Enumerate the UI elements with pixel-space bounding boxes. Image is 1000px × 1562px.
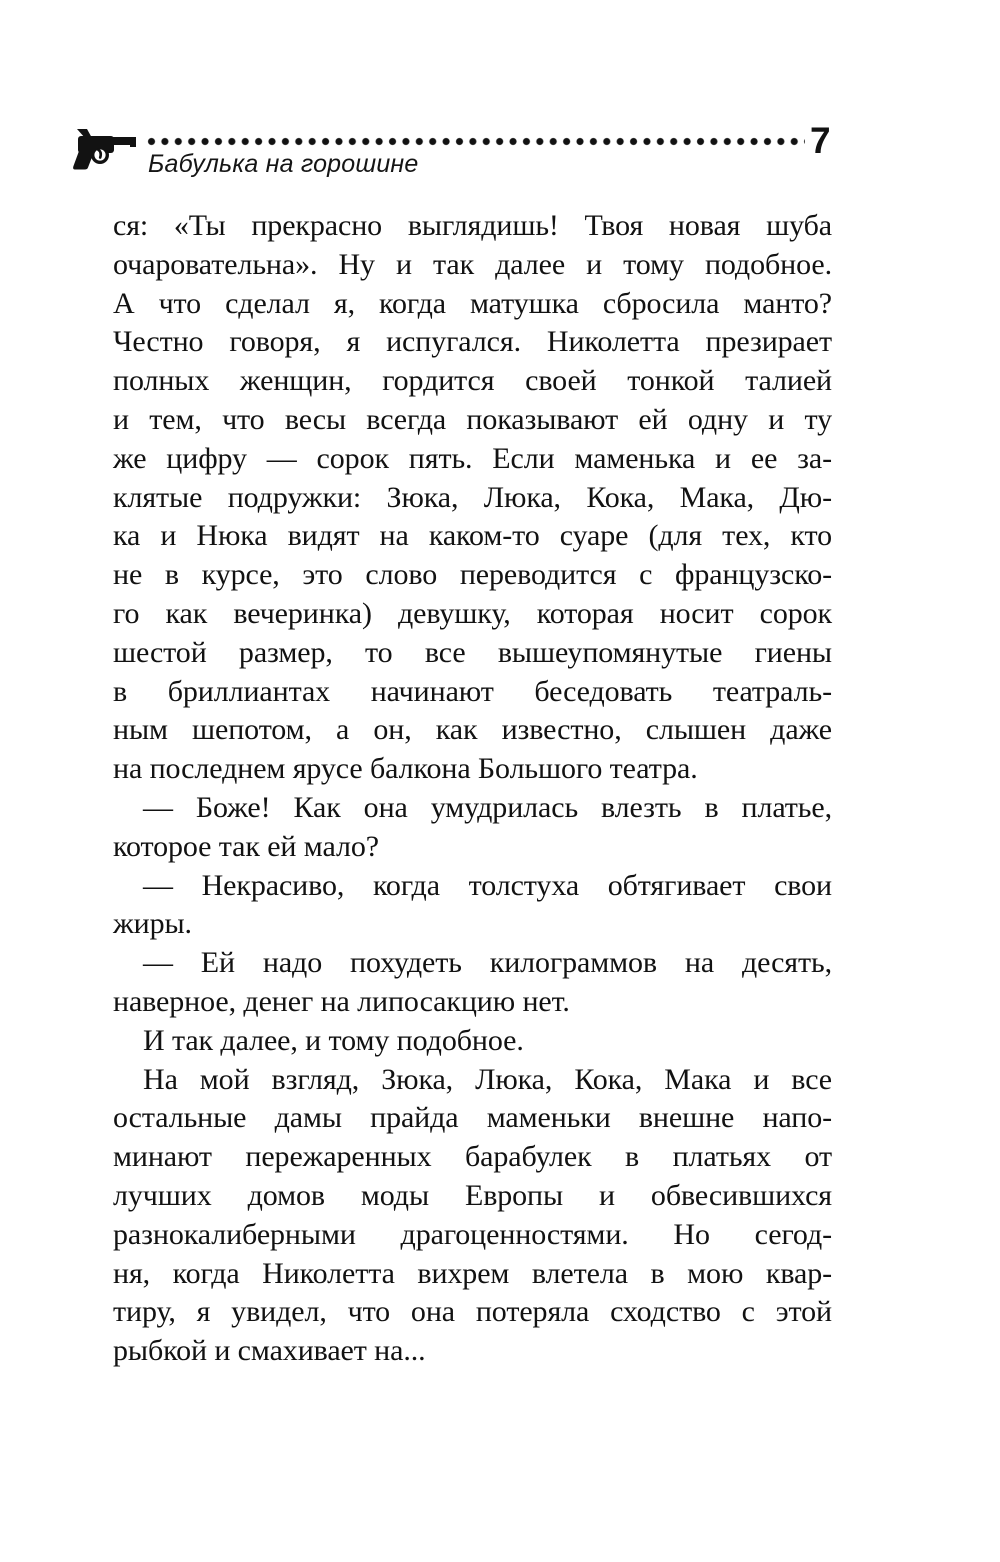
text-line: На мой взгляд, Зюка, Люка, Кока, Мака и все [143,1062,832,1096]
text-line: минают пережаренных барабулек в платьях от [113,1140,832,1174]
text-line: ным шепотом, а он, как известно, слышен даже [113,713,832,747]
text-line: ня, когда Николетта вихрем влетела в мою квар- [113,1256,832,1290]
text-line: А что сделал я, когда матушка сбросила манто? [113,286,832,320]
page-header [0,0,1000,200]
text-line: рыбкой и смахивает на... [113,1334,426,1368]
text-line: шестой размер, то все вышеупомянутые гиены [113,635,832,669]
text-line: ка и Нюка видят на каком-то суаре (для тех, кто [113,519,832,553]
dotted-leader-line [147,137,805,147]
body-text [113,207,832,1371]
text-line: очаровательна». Ну и так далее и тому подобное. [113,247,832,281]
text-line: клятые подружки: Зюка, Люка, Кока, Мака, Дю- [113,480,832,514]
text-line: которое так ей мало? [113,829,379,863]
text-line: в бриллиантах начинают беседовать театраль- [113,674,832,708]
text-line: на последнем ярусе балкона Большого театра. [113,752,698,786]
text-line: И так далее, и тому подобное. [143,1023,524,1057]
text-line: тиру, я увидел, что она потеряла сходство с этой [113,1295,832,1329]
text-line: и тем, что весы всегда показывают ей одну и ту [113,402,832,436]
page-number: 7 [810,120,831,161]
text-line: разнокалиберными драгоценностями. Но сегод- [113,1217,832,1251]
text-line: не в курсе, это слово переводится с французско- [113,558,832,592]
text-line: — Некрасиво, когда толстуха обтягивает свои [143,868,832,902]
text-line: ся: «Ты прекрасно выглядишь! Твоя новая шуба [113,209,832,242]
text-line: наверное, денег на липосакцию нет. [113,984,570,1018]
text-line: го как вечеринка) девушку, которая носит сорок [113,596,832,630]
text-line: остальные дамы прайда маменьки внешне напо- [113,1101,832,1135]
text-line: же цифру — сорок пять. Если маменька и ее за- [113,441,832,475]
revolver-icon [72,127,138,171]
text-line: жиры. [113,907,192,941]
text-line: — Боже! Как она умудрилась влезть в платье, [143,790,832,824]
text-line: лучших домов моды Европы и обвесившихся [113,1178,832,1212]
text-line: — Ей надо похудеть килограммов на десять, [143,946,832,980]
text-line: Честно говоря, я испугался. Николетта презирает [113,325,832,359]
running-title: Бабулька на горошине [148,150,419,178]
text-line: полных женщин, гордится своей тонкой талией [113,364,832,398]
